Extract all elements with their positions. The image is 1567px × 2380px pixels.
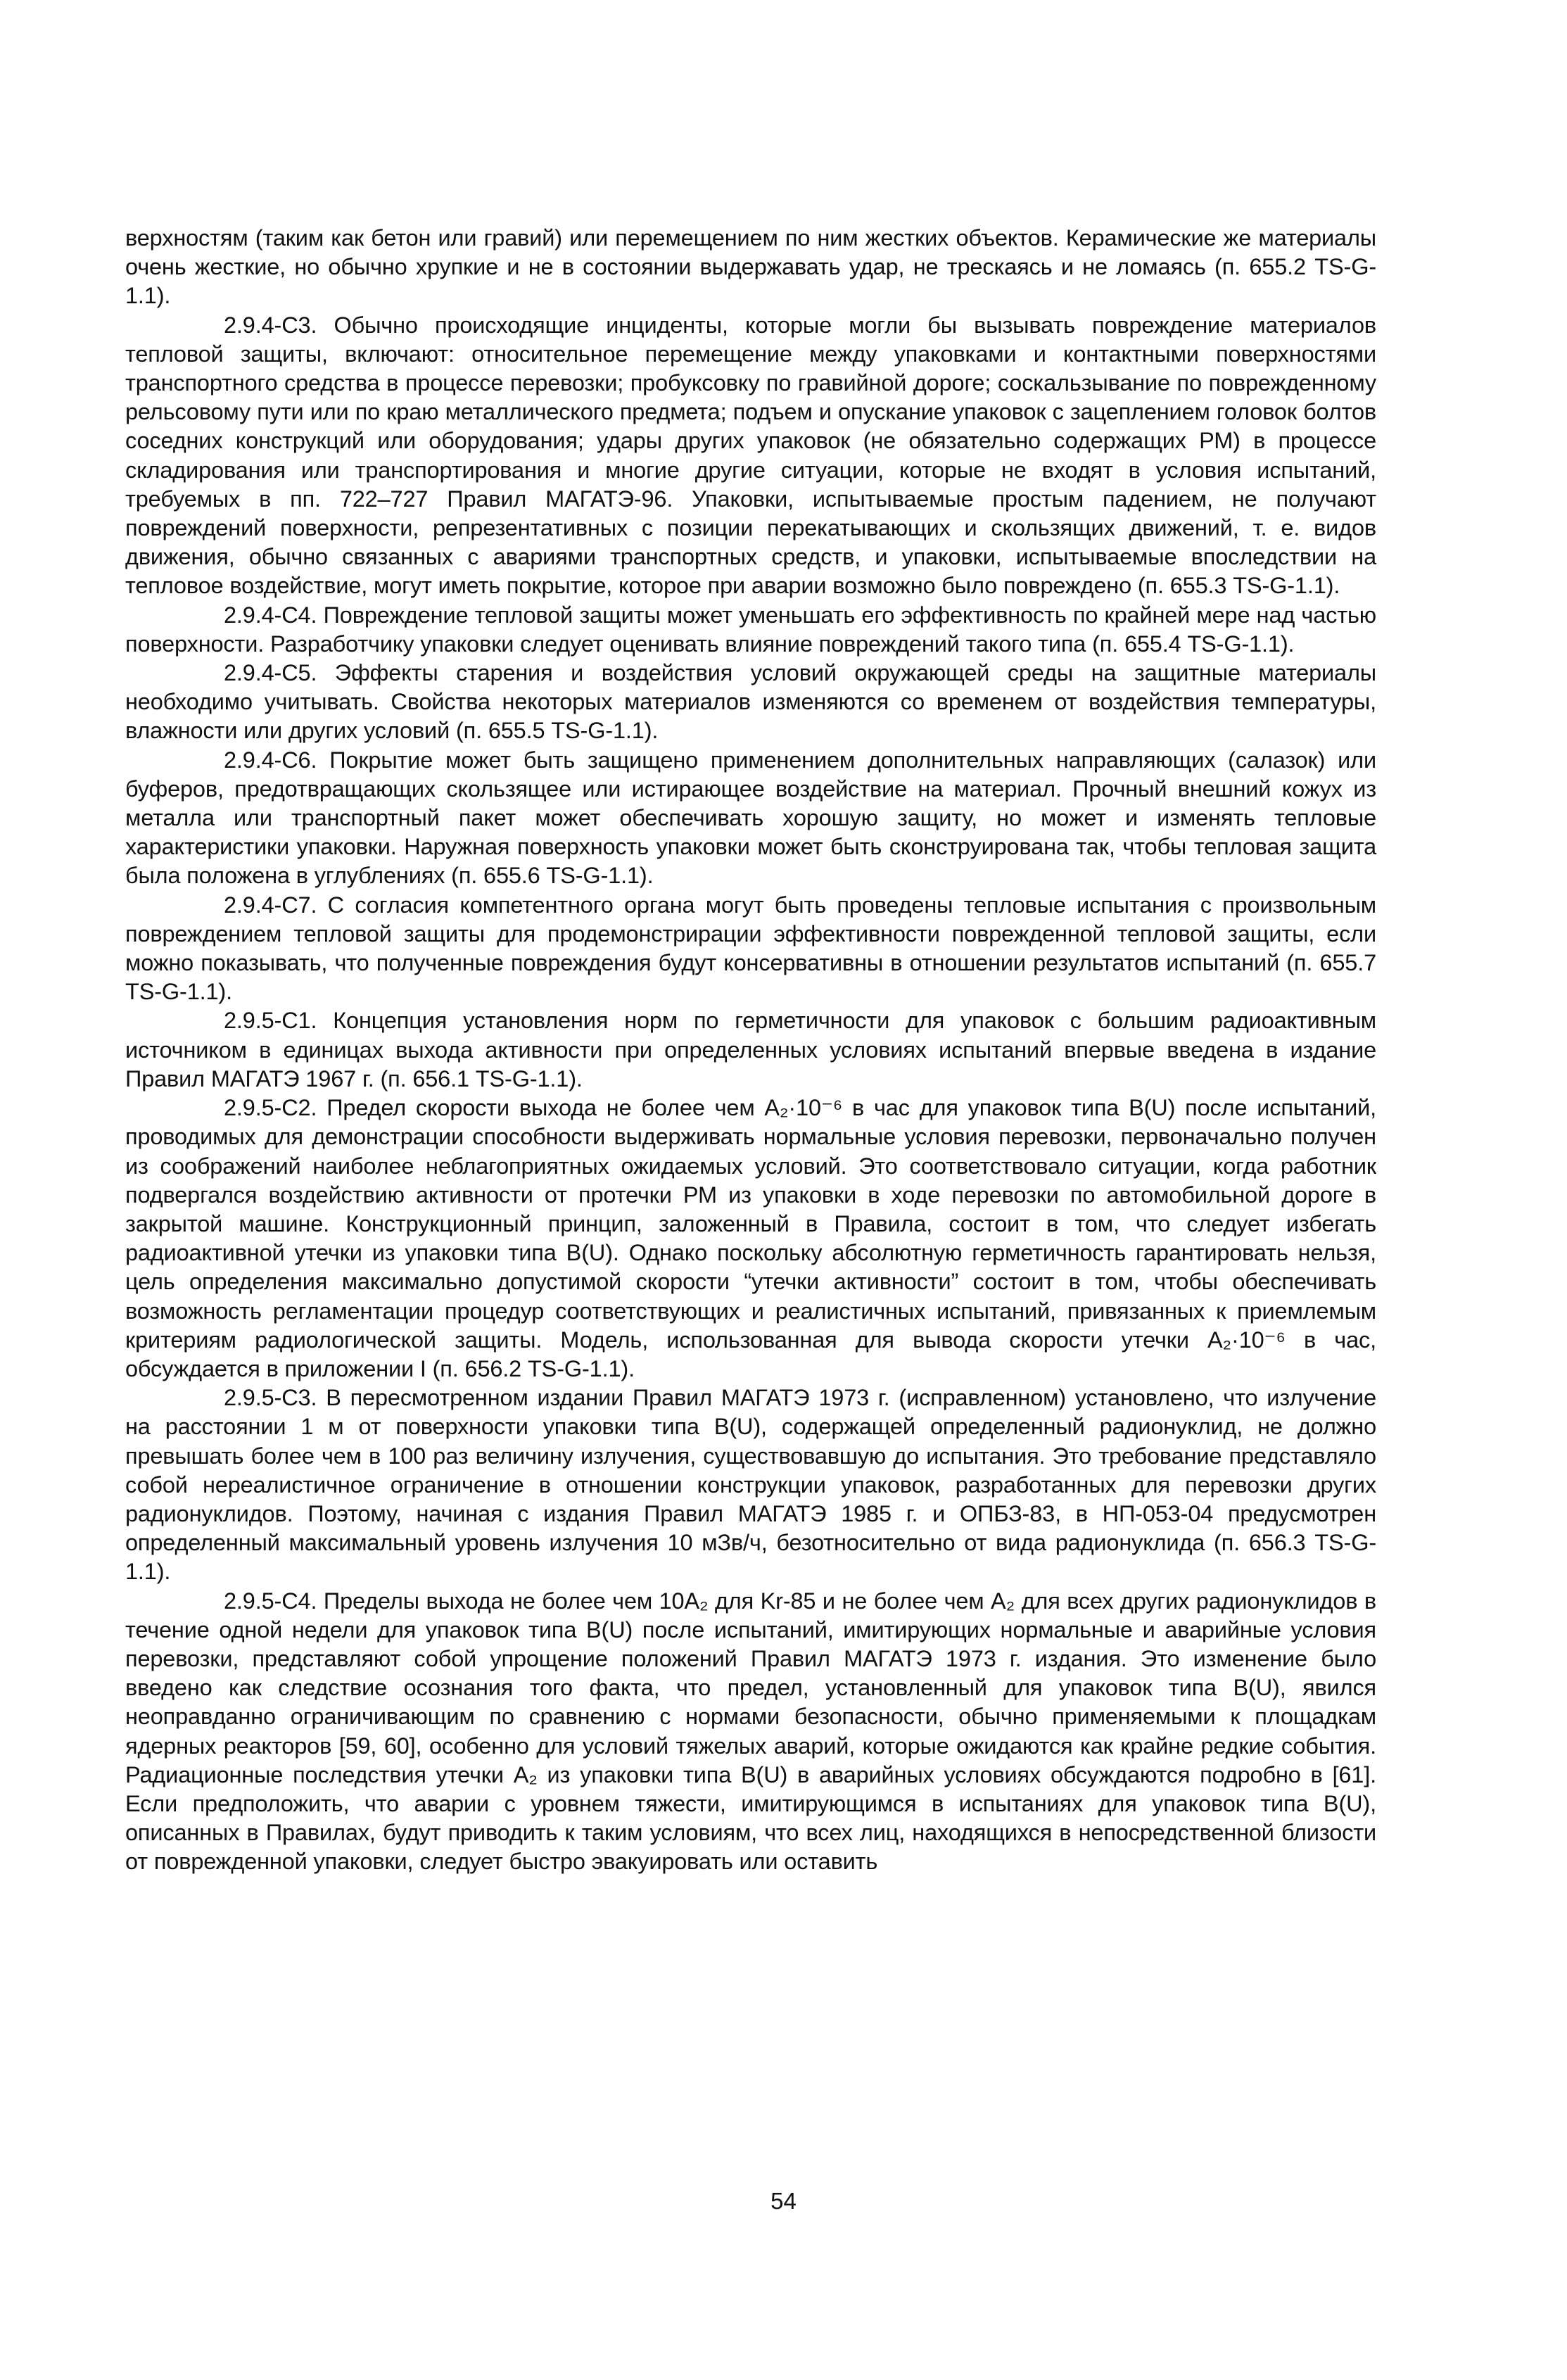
paragraph-continuation: верхностям (таким как бетон или гравий) или перемещением по ним жестких объектов. Керамические же материалы очень жесткие, но обычно хрупкие и не в состоянии выдержавать удар, не трескаясь и не ломаясь (п. 655.2 TS-G-1.1). bbox=[125, 225, 1376, 309]
paragraph-2-9-4-c7: 2.9.4-С7. С согласия компетентного органа могут быть проведены тепловые испытания с произвольным повреждением тепловой защиты для продемонстрирации эффективности поврежденной тепловой защиты, если можно показывать, что полученные повреждения будут консервативны в отношении результатов испытаний (п. 655.7 TS-G-1.1). bbox=[125, 892, 1376, 1005]
page-number: 54 bbox=[770, 2188, 797, 2214]
paragraph-2-9-4-c4: 2.9.4-С4. Повреждение тепловой защиты может уменьшать его эффективность по крайней мере над частью поверхности. Разработчику упаковки следует оценивать влияние повреждений такого типа (п. 655.4 TS-G-1.1). bbox=[125, 602, 1376, 657]
paragraph-2-9-5-c3: 2.9.5-С3. В пересмотренном издании Правил МАГАТЭ 1973 г. (исправленном) установлено, что излучение на расстоянии 1 м от поверхности упаковки типа B(U), содержащей определенный радионуклид, не должно превышать более чем в 100 раз величину излучения, существовавшую до испытания. Это требование представляло собой нереалистичное ограничение в отношении конструкции упаковок, разработанных для перевозки других радионуклидов. Поэтому, начиная с издания Правил МАГАТЭ 1985 г. и ОПБЗ-83, в НП-053-04 предусмотрен определенный максимальный уровень излучения 10 мЗв/ч, безотносительно от вида радионуклида (п. 656.3 TS-G-1.1). bbox=[125, 1385, 1376, 1585]
paragraph-2-9-4-c5: 2.9.4-С5. Эффекты старения и воздействия условий окружающей среды на защитные материалы необходимо учитывать. Свойства некоторых материалов изменяются со временем от воздействия температуры, влажности или других условий (п. 655.5 TS-G-1.1). bbox=[125, 660, 1376, 744]
paragraph-2-9-4-c3: 2.9.4-С3. Обычно происходящие инциденты, которые могли бы вызывать повреждение материалов тепловой защиты, включают: относительное перемещение между упаковками и контактными поверхностями транспортного средства в процессе перевозки; пробуксовку по гравийной дороге; соскальзывание по поврежденному рельсовому пути или по краю металлического предмета; подъем и опускание упаковок с зацеплением головок болтов соседних конструкций или оборудования; удары других упаковок (не обязательно содержащих РМ) в процессе складирования или транспортирования и многие другие ситуации, которые не входят в условия испытаний, требуемых в пп. 722–727 Правил МАГАТЭ-96. Упаковки, испытываемые простым падением, не получают повреждений поверхности, репрезентативных с позиции перекатывающих и скользящих движений, т. е. видов движения, обычно связанных с авариями транспортных средств, и упаковки, испытываемые впоследствии на тепловое воздействие, могут иметь покрытие, которое при аварии возможно было повреждено (п. 655.3 TS-G-1.1). bbox=[125, 312, 1376, 599]
paragraph-2-9-5-c1: 2.9.5-С1. Концепция установления норм по герметичности для упаковок с большим радиоактивным источником в единицах выхода активности при определенных условиях испытаний впервые введена в издание Правил МАГАТЭ 1967 г. (п. 656.1 TS-G-1.1). bbox=[125, 1008, 1376, 1091]
body-text bbox=[125, 224, 1376, 1877]
paragraph-2-9-5-c4: 2.9.5-С4. Пределы выхода не более чем 10A₂ для Kr-85 и не более чем A₂ для всех других радионуклидов в течение одной недели для упаковок типа B(U) после испытаний, имитирующих нормальные и аварийные условия перевозки, представляют собой упрощение положений Правил МАГАТЭ 1973 г. издания. Это изменение было введено как следствие осознания того факта, что предел, установленный для упаковок типа B(U), явился неоправданно ограничивающим по сравнению с нормами безопасности, обычно применяемыми к площадкам ядерных реакторов [59, 60], особенно для условий тяжелых аварий, которые ожидаются как крайне редкие события. Радиационные последствия утечки A₂ из упаковки типа B(U) в аварийных условиях обсуждаются подробно в [61]. Если предположить, что аварии с уровнем тяжести, имитирующимся в испытаниях для упаковок типа B(U), описанных в Правилах, будут приводить к таким условиям, что всех лиц, находящихся в непосредственной близости от поврежденной упаковки, следует быстро эвакуировать или оставить bbox=[125, 1588, 1376, 1875]
paragraph-2-9-5-c2: 2.9.5-С2. Предел скорости выхода не более чем A₂·10⁻⁶ в час для упаковок типа B(U) после испытаний, проводимых для демонстрации способности выдерживать нормальные условия перевозки, первоначально получен из соображений наиболее неблагоприятных ожидаемых условий. Это соответствовало ситуации, когда работник подвергался воздействию активности от протечки РМ из упаковки в ходе перевозки по автомобильной дороге в закрытой машине. Конструкционный принцип, заложенный в Правила, состоит в том, что следует избегать радиоактивной утечки из упаковки типа B(U). Однако поскольку абсолютную герметичность гарантировать нельзя, цель определения максимально допустимой скорости “утечки активности” состоит в том, чтобы обеспечивать возможность регламентации процедур соответствующих и реалистичных испытаний, привязанных к приемлемым критериям радиологической защиты. Модель, использованная для вывода скорости утечки A₂·10⁻⁶ в час, обсуждается в приложении I (п. 656.2 TS-G-1.1). bbox=[125, 1095, 1376, 1381]
paragraph-2-9-4-c6: 2.9.4-С6. Покрытие может быть защищено применением дополнительных направляющих (салазок) или буферов, предотвращающих скользящее или истирающее воздействие на материал. Прочный внешний кожух из металла или транспортный пакет может обеспечивать хорошую защиту, но может и изменять тепловые характеристики упаковки. Наружная поверхность упаковки может быть сконструирована так, чтобы тепловая защита была положена в углублениях (п. 655.6 TS-G-1.1). bbox=[125, 747, 1376, 889]
